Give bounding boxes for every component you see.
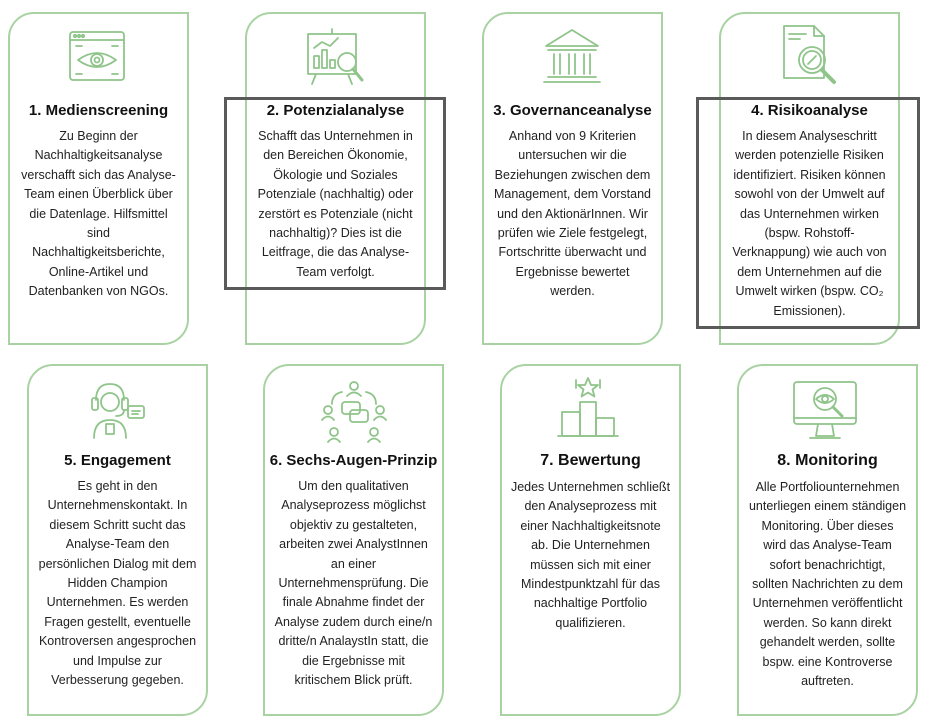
card-title-monitoring: 8. Monitoring (777, 452, 878, 469)
card-body-governanceanalyse: Anhand von 9 Kriterien untersuchen wir die Beziehungen zwischen dem Management, dem Vorstand und den AktionärInnen. Wir prüfen wie Ziele festgelegt, Fortschritte überwacht und Ergebnisse bewertet werden. (493, 129, 652, 299)
card-body-risikoanalyse: In diesem Analyseschritt werden potenzielle Risiken identifiziert. Risiken können sowohl von der Umwelt auf das Unternehmen wirken (bspw. Rohstoff- Verknappung) wie auch von dem Unternehmen auf die Umwelt wirken (bspw. CO₂ Emissionen). (732, 129, 887, 318)
card-body-potenzialanalyse: Schafft das Unternehmen in den Bereichen Ökonomie, Ökologie und Soziales Potenziale (nachhaltig) oder zerstört es Potenziale (nicht nachhaltig)? Dies ist die Leitfrage, die das Analyse- Team verfolgt. (257, 129, 414, 279)
card-title-engagement: 5. Engagement (64, 452, 171, 469)
card-title-governanceanalyse: 3. Governanceanalyse (493, 102, 652, 119)
eye-screen-icon (66, 26, 128, 88)
card-body-monitoring: Alle Portfoliounternehmen unterliegen einem ständigen Monitoring. Über dieses wird das Analyse-Team sofort benachrichtigt, sollten Nachrichten zu dem Unternehmen veröffentlicht werden. So kann direkt gehandelt werden, sollte bspw. eine Kontroverse auftreten. (748, 480, 907, 689)
monitor-eye-icon (790, 378, 860, 444)
star-podium-icon (554, 374, 622, 442)
document-search-icon (778, 22, 840, 88)
card-title-sechs-augen-prinzip: 6. Sechs-Augen-Prinzip (269, 452, 438, 469)
card-body-medienscreening: Zu Beginn der Nachhaltigkeitsanalyse verschafft sich das Analyse- Team einen Überblick über die Datenlage. Hilfsmittel sind Nachhaltigkeitsberichte, Online-Artikel und Datenbanken von NGOs. (21, 129, 176, 299)
card-body-engagement: Es geht in den Unternehmenskontakt. In diesem Schritt sucht das Analyse-Team den persönlichen Dialog mit dem Hidden Champion Unternehmen. Es werden Fragen gestellt, eventuelle Kontroversen angesprochen und Impulse zur Verbesserung gegeben. (38, 479, 197, 688)
card-title-medienscreening: 1. Medienscreening (28, 102, 169, 119)
card-title-risikoanalyse: 4. Risikoanalyse (751, 102, 868, 119)
card-body-bewertung: Jedes Unternehmen schließt den Analyseprozess mit einer Nachhaltigkeitsnote ab. Die Unternehmen müssen sich mit einer Mindestpunktzahl für das nachhaltige Portfolio qualifizieren. (510, 480, 671, 630)
bank-building-icon (540, 24, 604, 88)
card-title-potenzialanalyse: 2. Potenzialanalyse (266, 102, 405, 119)
people-network-icon (320, 378, 388, 444)
headset-chat-icon (80, 378, 148, 446)
card-body-sechs-augen-prinzip: Um den qualitativen Analyseprozess möglichst objektiv zu gestalteten, arbeiten zwei AnalystInnen an einer Unternehmensprüfung. Die finale Abnahme findet der Analyse zudem durch eine/n dritte/n AnalaystIn statt, die die Ergebnisse mit kritischem Blick prüft. (274, 479, 433, 688)
chart-board-icon (302, 26, 368, 88)
card-title-bewertung: 7. Bewertung (540, 452, 641, 469)
